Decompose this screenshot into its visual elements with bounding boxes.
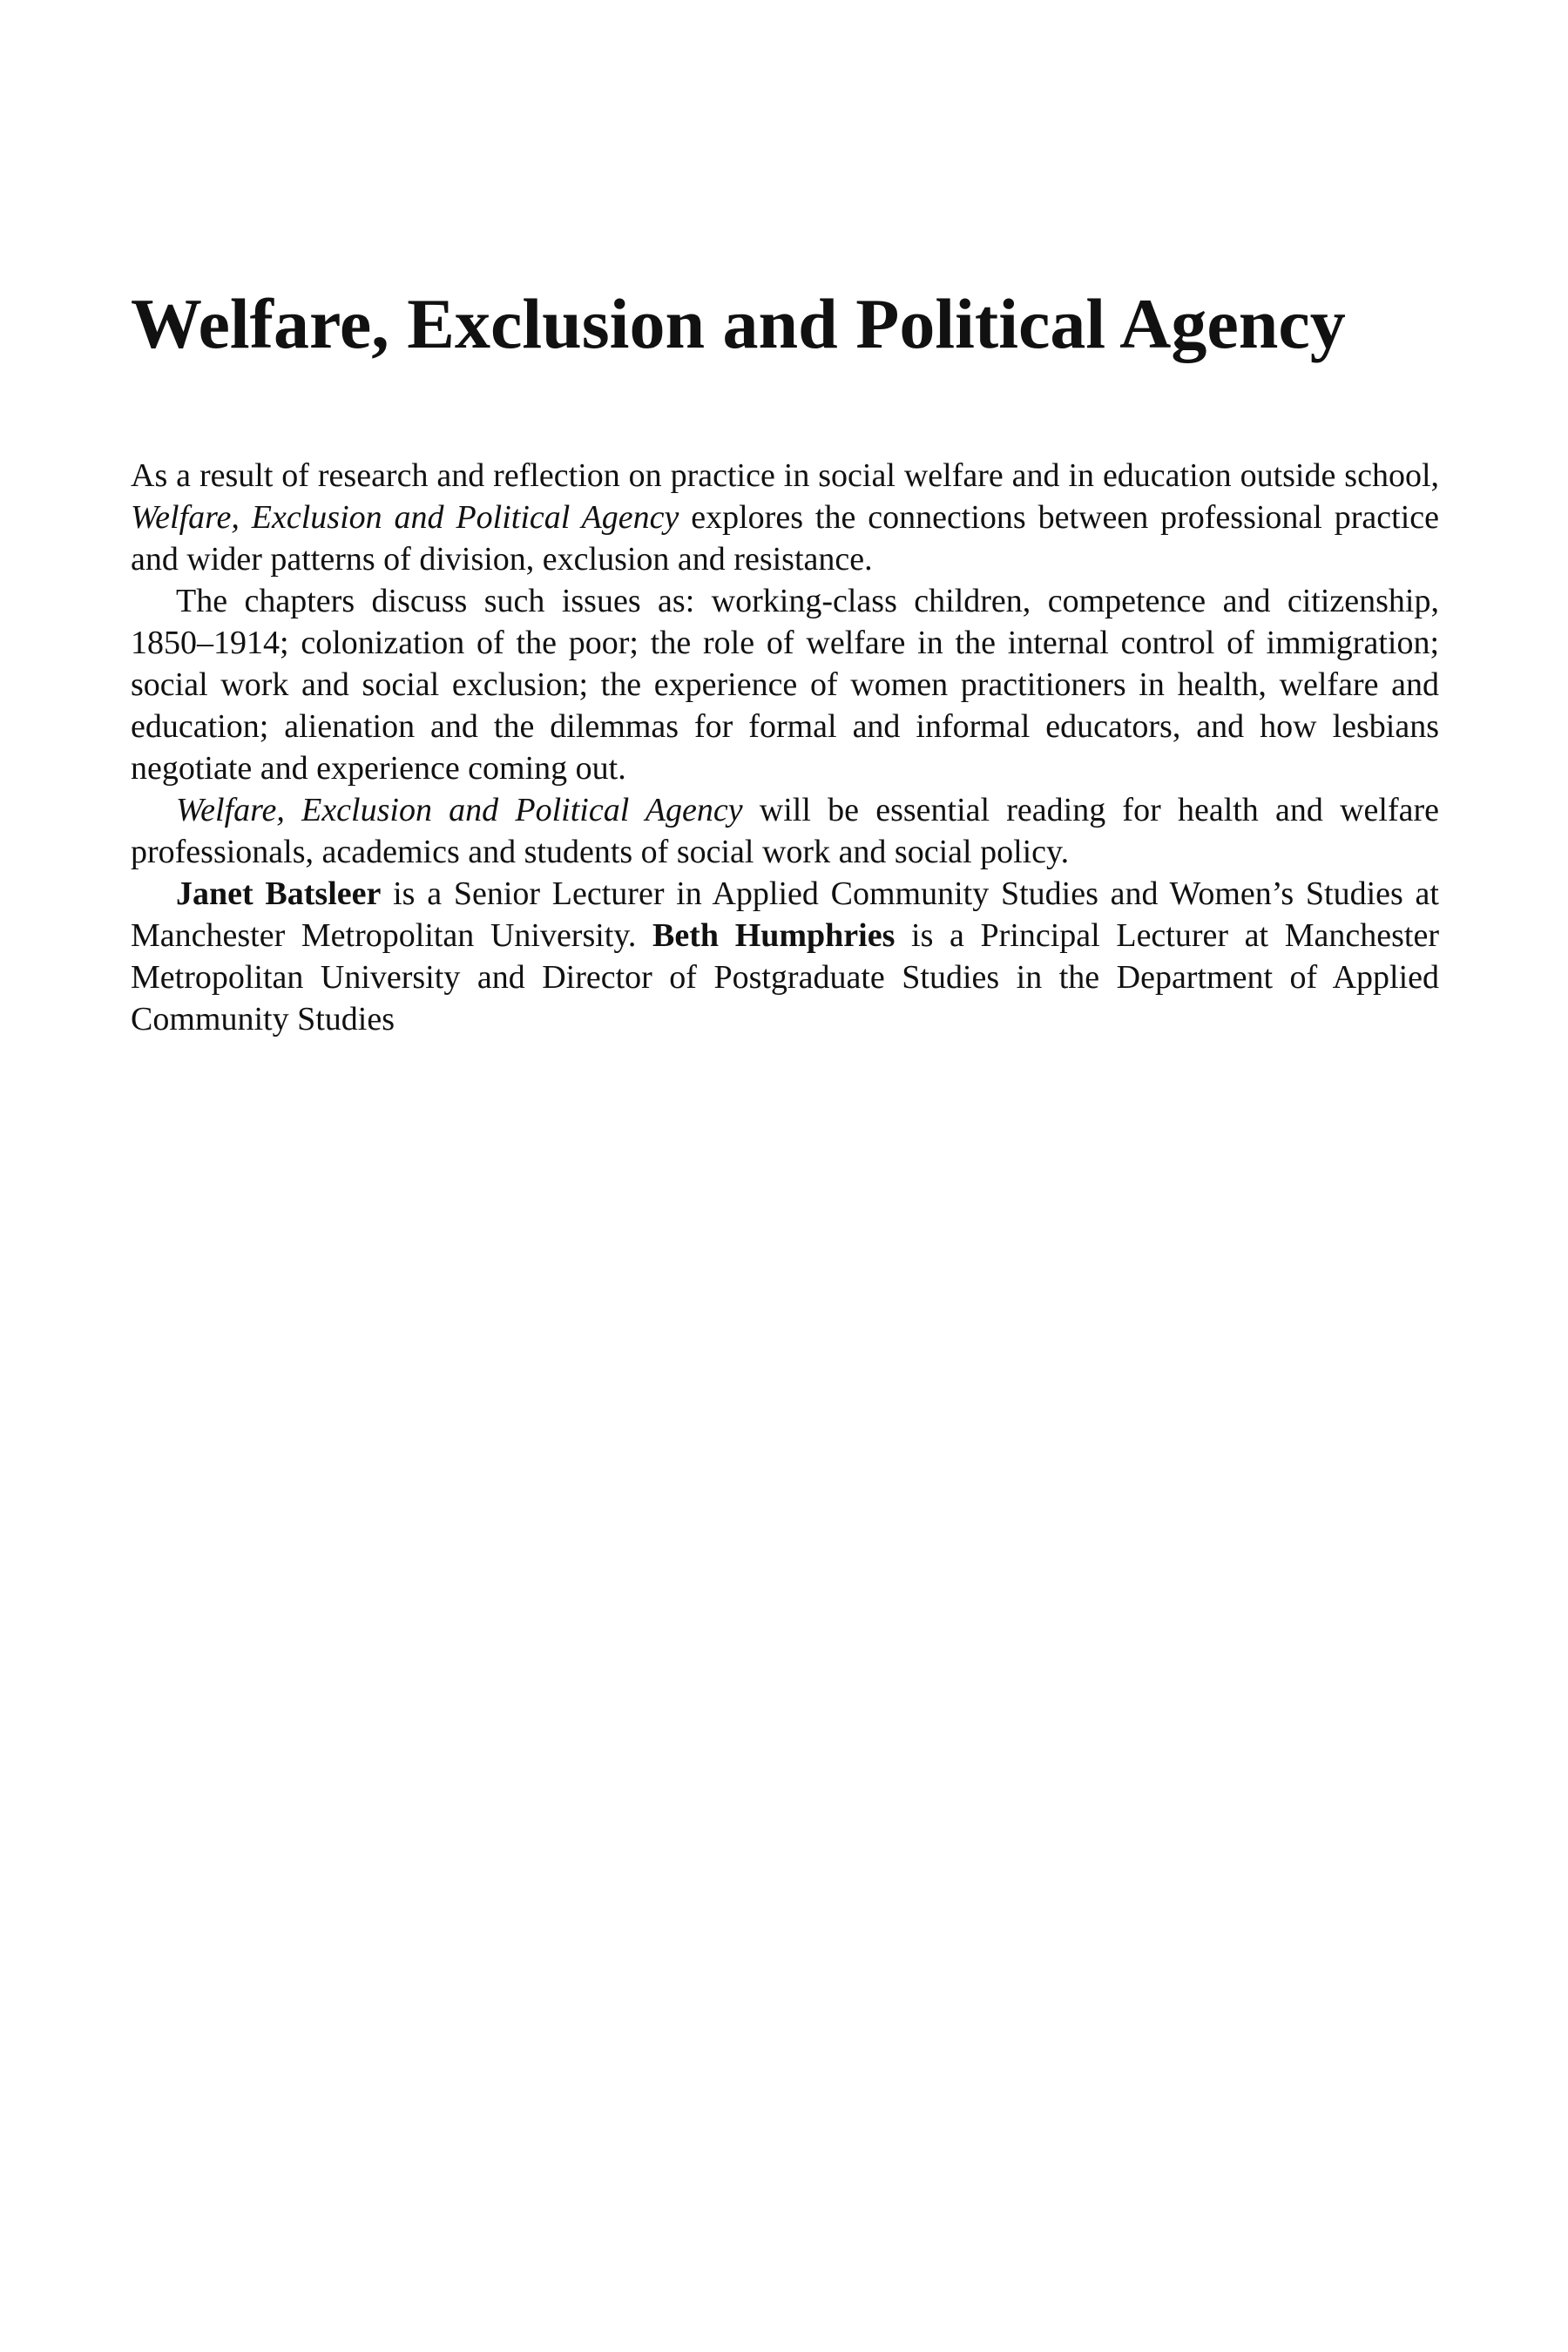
intro-text-end: explores the connections between professional practice and wider patterns of division, exclusion and resistance. (131, 499, 1439, 578)
blurb-text (131, 455, 1439, 1040)
intro-book-title: Welfare, Exclusion and Political Agency (131, 499, 679, 536)
paragraph-intro (131, 455, 1439, 580)
paragraph-chapters (131, 580, 1439, 789)
readership-text: will be essential reading for health and welfare professionals, academics and students of social work and social policy. (131, 792, 1440, 870)
intro-text-start: As a result of research and reflection on practice in social welfare and in education outside school, (131, 457, 1439, 494)
author-bio-batsleer: is a Senior Lecturer in Applied Community Studies and Women’s Studies at Manchester Metropolitan University. (131, 875, 1439, 954)
paragraph-authors (131, 873, 1439, 1040)
author-name-batsleer: Janet Batsleer (176, 875, 382, 912)
book-title: Welfare, Exclusion and Political Agency (131, 284, 1346, 363)
page (131, 0, 1439, 2352)
author-bio-humphries: is a Principal Lecturer at Manchester Metropolitan University and Director of Postgraduate Studies in the Department of Applied Community Studies (131, 917, 1439, 1037)
paragraph-readership (131, 789, 1439, 873)
chapters-text: The chapters discuss such issues as: working-class children, competence and citizenship, 1850–1914; colonization of the poor; the role of welfare in the internal control of immigration; social work and social exclusion; the experience of women practitioners in health, welfare and education; alienation and the dilemmas for formal and informal educators, and how lesbians negotiate and experience coming out. (131, 583, 1439, 787)
readership-book-title: Welfare, Exclusion and Political Agency (176, 792, 743, 828)
author-name-humphries: Beth Humphries (652, 917, 896, 954)
